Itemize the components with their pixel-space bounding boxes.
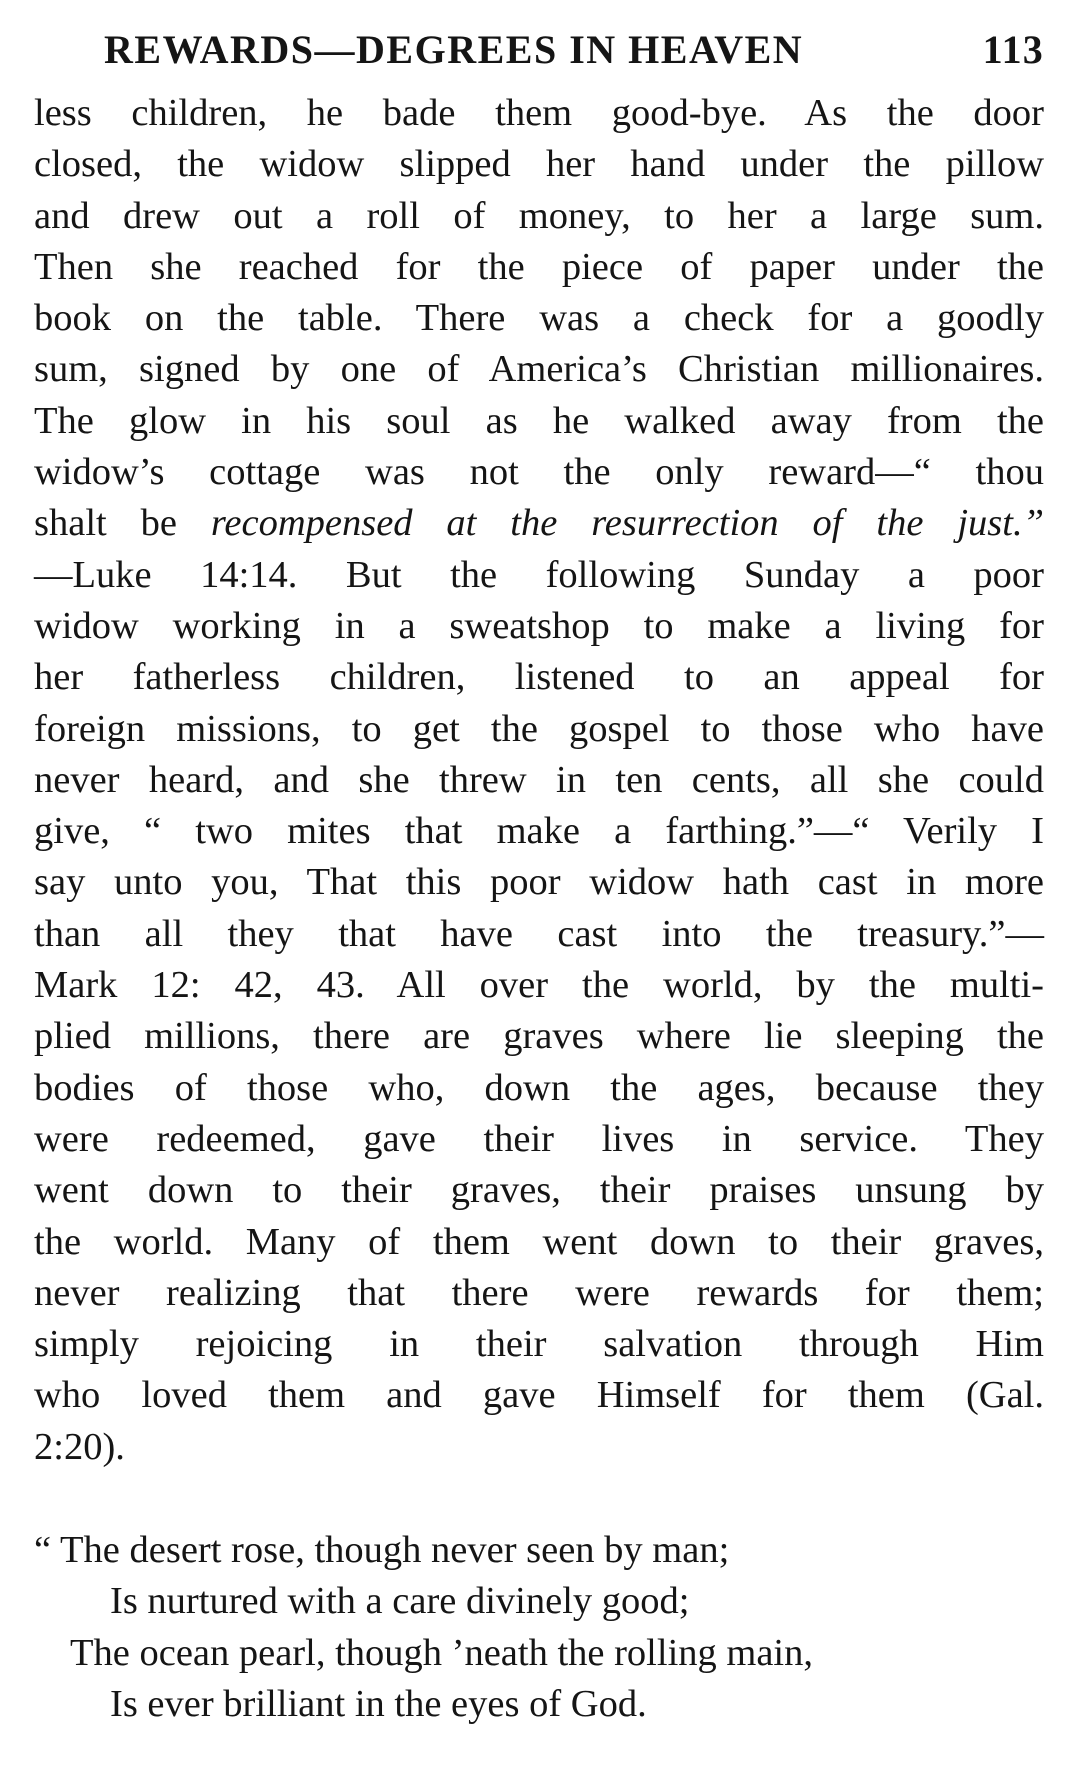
text-line: foreign missions, to get the gospel to those who have — [34, 707, 1044, 750]
poem-line: Is nurtured with a care divinely good; — [110, 1580, 690, 1623]
text-line: less children, he bade them good-bye. As the door — [34, 92, 1044, 134]
text-line-with-italic — [34, 498, 1044, 549]
scripture-quote-italic: recompensed at the resurrection of the just.” — [210, 502, 1044, 545]
text-line: never heard, and she threw in ten cents, all she could — [34, 758, 1044, 801]
poem-line: Is ever brilliant in the eyes of God. — [110, 1682, 647, 1725]
text-line: Mark 12: 42, 43. All over the world, by the multi- — [34, 964, 1044, 1007]
text-roman: shalt be — [34, 502, 211, 545]
text-line: Then she reached for the piece of paper under the — [34, 245, 1044, 288]
text-line-last: 2:20). — [34, 1425, 125, 1468]
text-line: went down to their graves, their praises unsung by — [34, 1169, 1044, 1212]
text-line: the world. Many of them went down to their graves, — [34, 1220, 1044, 1263]
text-line: plied millions, there are graves where lie sleeping the — [34, 1015, 1044, 1058]
text-line: were redeemed, gave their lives in service. They — [34, 1117, 1044, 1160]
text-line: who loved them and gave Himself for them (Gal. — [34, 1374, 1044, 1417]
text-line: her fatherless children, listened to an appeal for — [34, 656, 1044, 699]
text-line: never realizing that there were rewards for them; — [34, 1271, 1044, 1314]
text-line: —Luke 14:14. But the following Sunday a poor — [34, 553, 1044, 596]
page-number: 113 — [982, 27, 1044, 72]
running-header — [104, 26, 1044, 82]
text-line: simply rejoicing in their salvation through Him — [34, 1323, 1044, 1366]
text-line: say unto you, That this poor widow hath cast in more — [34, 861, 1044, 904]
book-page — [34, 26, 1044, 1730]
poem-line: The ocean pearl, though ’neath the rolling main, — [70, 1631, 814, 1674]
poem-line: “ The desert rose, though never seen by man; — [34, 1529, 730, 1572]
chapter-title: REWARDS—DEGREES IN HEAVEN — [104, 27, 804, 72]
text-line: widow working in a sweatshop to make a living for — [34, 604, 1044, 647]
body-paragraph — [34, 88, 1044, 1473]
text-line: book on the table. There was a check for a goodly — [34, 297, 1044, 340]
text-line: closed, the widow slipped her hand under the pillow — [34, 143, 1044, 186]
text-line: widow’s cottage was not the only reward—“ thou — [34, 451, 1044, 494]
text-line: sum, signed by one of America’s Christian millionaires. — [34, 348, 1044, 391]
text-line: give, “ two mites that make a farthing.”—“ Verily I — [34, 810, 1044, 853]
text-line: The glow in his soul as he walked away from the — [34, 399, 1044, 442]
text-line: and drew out a roll of money, to her a large sum. — [34, 194, 1044, 237]
text-line: bodies of those who, down the ages, because they — [34, 1066, 1044, 1109]
poem-stanza — [34, 1525, 1044, 1730]
text-line: than all they that have cast into the treasury.”— — [34, 912, 1044, 955]
